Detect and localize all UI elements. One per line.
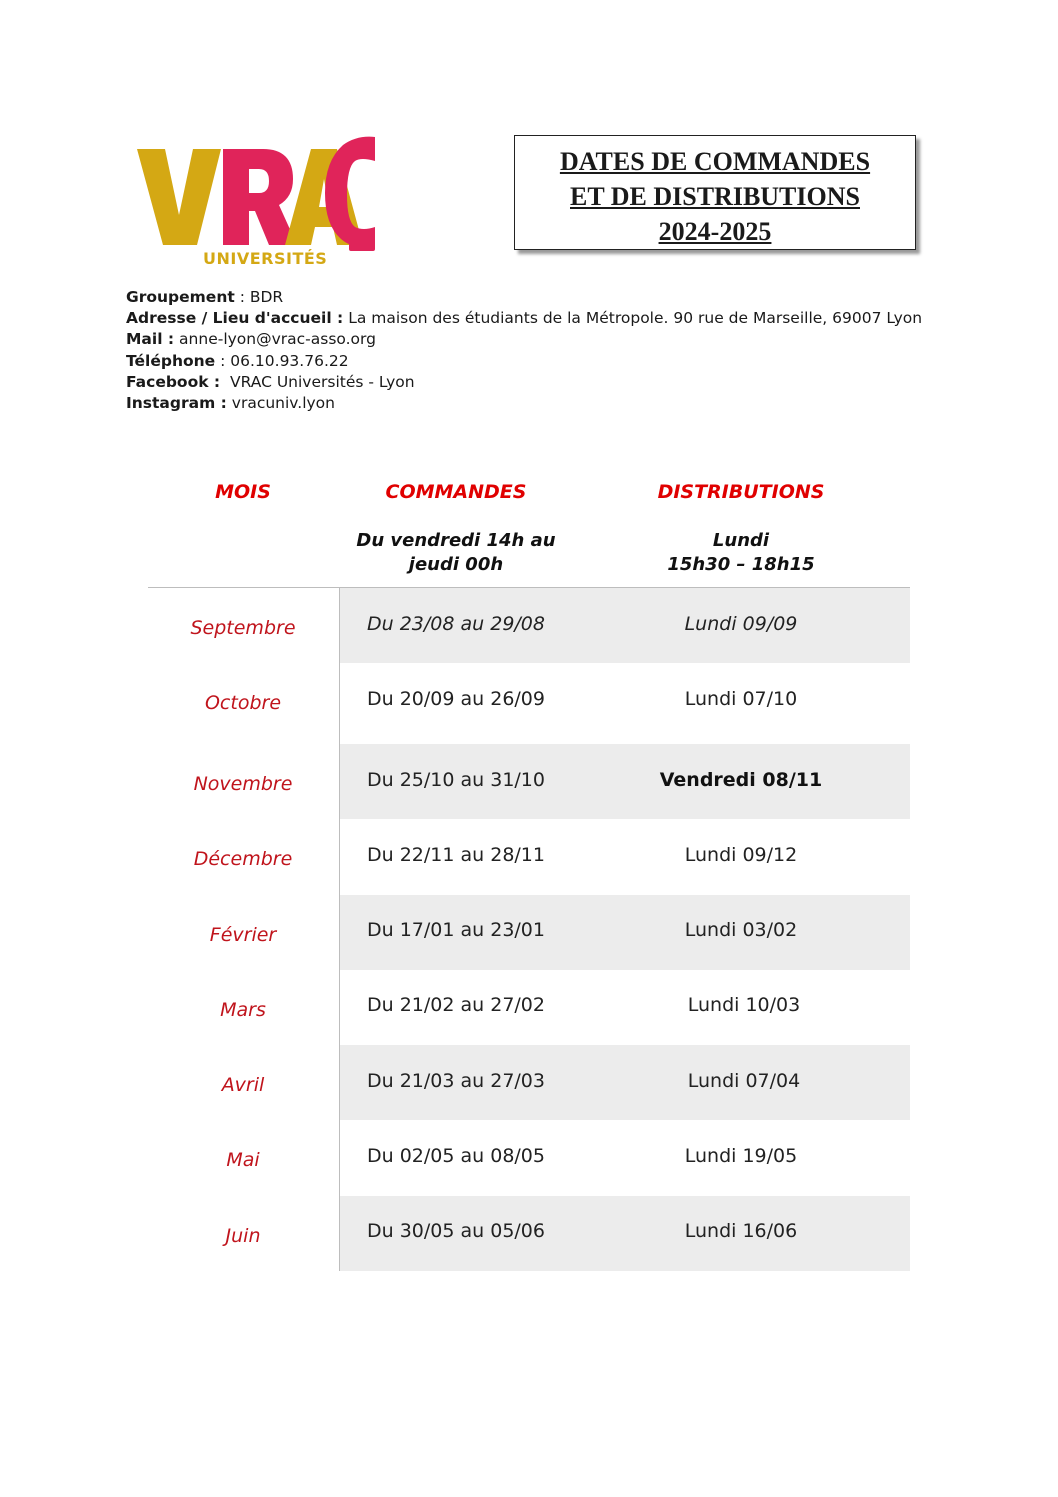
info-row-mail — [126, 329, 922, 350]
contact-info — [126, 287, 922, 414]
orders-cell: Du 21/03 au 27/03 — [367, 1070, 545, 1092]
orders-cell: Du 30/05 au 05/06 — [367, 1220, 545, 1242]
info-sep: : — [234, 288, 250, 306]
header-orders: COMMANDES — [385, 481, 527, 503]
info-value: 06.10.93.76.22 — [230, 351, 349, 370]
title-line-2: ET DE DISTRIBUTIONS — [570, 182, 860, 211]
distribution-cell: Vendredi 08/11 — [659, 769, 823, 791]
info-value: BDR — [249, 288, 284, 306]
info-row-groupement — [126, 287, 922, 308]
orders-cell: Du 17/01 au 23/01 — [367, 919, 545, 941]
month-cell: Mars — [220, 999, 266, 1021]
title-line-1: DATES DE COMMANDES — [559, 147, 871, 176]
month-cell: Mai — [226, 1149, 260, 1171]
month-cell: Novembre — [193, 773, 293, 795]
info-label: Mail : — [126, 330, 175, 349]
info-row-adresse — [126, 308, 922, 329]
distribution-cell: Lundi 07/10 — [684, 688, 798, 710]
month-cell: Décembre — [193, 848, 293, 870]
title-line-3: 2024-2025 — [658, 217, 772, 246]
info-row-instagram — [126, 393, 922, 414]
header-month: MOIS — [215, 481, 271, 503]
info-value: vracuniv.lyon — [231, 394, 335, 413]
title-box — [514, 135, 916, 250]
orders-cell: Du 23/08 au 29/08 — [367, 613, 545, 635]
distribution-cell: Lundi 03/02 — [684, 919, 798, 941]
orders-cell: Du 21/02 au 27/02 — [367, 994, 545, 1016]
header-distributions: DISTRIBUTIONS — [657, 481, 825, 503]
info-label: Adresse / Lieu d'accueil : — [126, 309, 344, 328]
vrac-logo — [135, 135, 380, 275]
info-value: La maison des étudiants de la Métropole. 90 rue de Marseille, 69007 Lyon — [348, 309, 923, 328]
distribution-cell: Lundi 07/04 — [687, 1070, 801, 1092]
distribution-cell: Lundi 09/12 — [684, 844, 798, 866]
distribution-cell: Lundi 16/06 — [684, 1220, 798, 1242]
info-label: Instagram : — [126, 394, 227, 413]
subheader-orders-line-2: jeudi 00h — [408, 554, 504, 575]
subheader-orders-line-1: Du vendredi 14h au — [356, 530, 556, 551]
subheader-distributions — [572, 529, 910, 577]
month-cell: Juin — [225, 1225, 261, 1247]
info-row-telephone — [126, 351, 922, 372]
distribution-cell: Lundi 19/05 — [684, 1145, 798, 1167]
month-cell: Octobre — [204, 692, 282, 714]
distribution-cell: Lundi 10/03 — [687, 994, 801, 1016]
info-row-facebook — [126, 372, 922, 393]
orders-cell: Du 25/10 au 31/10 — [367, 769, 545, 791]
month-cell: Avril — [221, 1074, 265, 1096]
orders-cell: Du 20/09 au 26/09 — [367, 688, 545, 710]
info-value: VRAC Universités - Lyon — [230, 372, 415, 391]
info-sep: : — [215, 351, 231, 370]
month-cell: Septembre — [190, 617, 296, 639]
subheader-distributions-line-2: 15h30 – 18h15 — [667, 554, 815, 575]
info-sep — [220, 373, 230, 391]
orders-cell: Du 22/11 au 28/11 — [367, 844, 545, 866]
email-link[interactable]: anne-lyon@vrac-asso.org — [179, 330, 376, 349]
month-cell: Février — [209, 924, 277, 946]
info-label: Groupement — [126, 288, 235, 306]
distribution-cell: Lundi 09/09 — [684, 613, 798, 635]
info-label: Facebook : — [126, 372, 221, 391]
orders-cell: Du 02/05 au 08/05 — [367, 1145, 545, 1167]
info-label: Téléphone — [126, 351, 216, 370]
subheader-distributions-line-1: Lundi — [712, 530, 770, 551]
subheader-orders — [340, 529, 572, 577]
logo-subtitle: UNIVERSITÉS — [203, 249, 328, 268]
